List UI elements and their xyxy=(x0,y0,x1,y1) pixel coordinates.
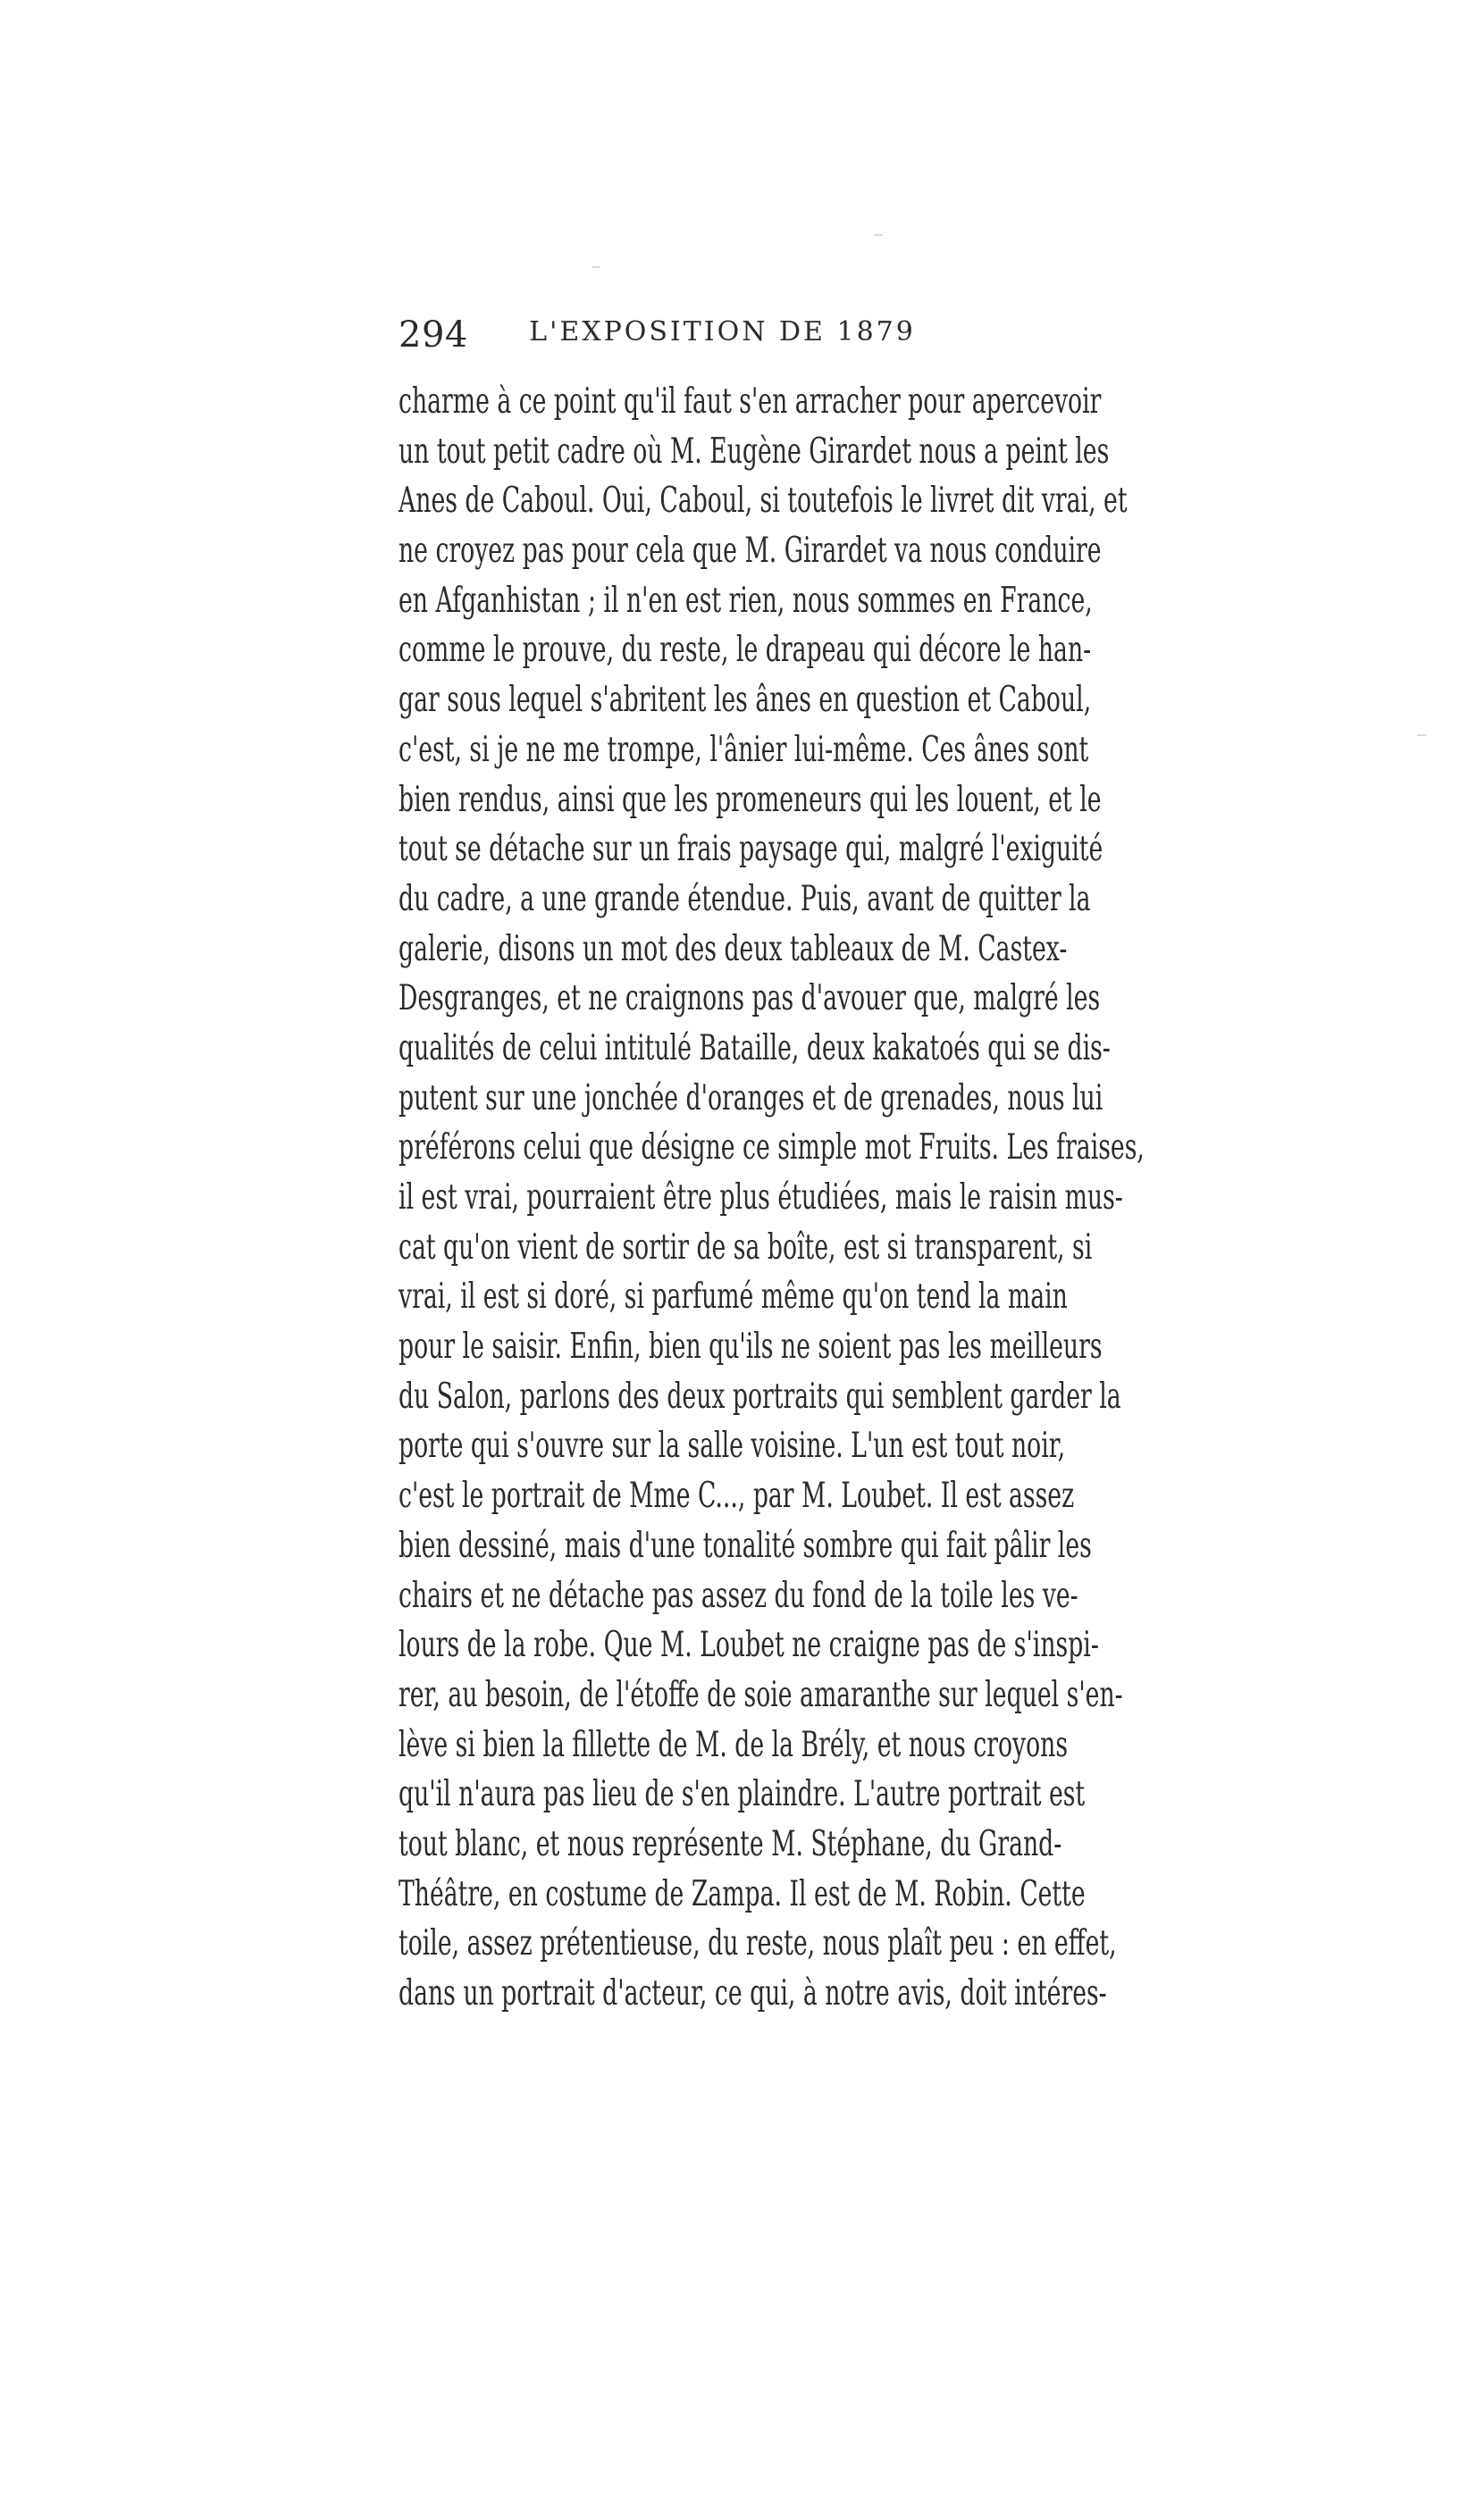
text-line: cat qu'on vient de sortir de sa boîte, est si transparent, si xyxy=(399,1227,1093,1268)
text-line: ne croyez pas pour cela que M. Girardet va nous conduire xyxy=(399,531,1102,572)
text-line: porte qui s'ouvre sur la salle voisine. L'un est tout noir, xyxy=(399,1426,1066,1467)
text-line: rer, au besoin, de l'étoffe de soie amaranthe sur lequel s'en- xyxy=(399,1674,1123,1715)
text-line: gar sous lequel s'abritent les ânes en question et Caboul, xyxy=(399,680,1092,721)
text-line: lours de la robe. Que M. Loubet ne craigne pas de s'inspi- xyxy=(399,1625,1099,1666)
scan-mark xyxy=(874,234,883,236)
running-title: L'EXPOSITION DE 1879 xyxy=(529,316,916,347)
scan-mark xyxy=(1417,734,1426,736)
text-line: tout blanc, et nous représente M. Stéphane, du Grand- xyxy=(399,1823,1062,1864)
text-line: Théâtre, en costume de Zampa. Il est de M. Robin. Cette xyxy=(399,1873,1086,1914)
text-line: Anes de Caboul. Oui, Caboul, si toutefois le livret dit vrai, et xyxy=(399,481,1128,522)
page-header xyxy=(399,314,1046,368)
text-line: pour le saisir. Enfin, bien qu'ils ne soient pas les meilleurs xyxy=(399,1327,1103,1368)
text-line: lève si bien la fillette de M. de la Brély, et nous croyons xyxy=(399,1724,1069,1765)
text-line: chairs et ne détache pas assez du fond de la toile les ve- xyxy=(399,1575,1078,1616)
text-line: en Afganhistan ; il n'en est rien, nous sommes en France, xyxy=(399,580,1093,621)
text-line: putent sur une jonchée d'oranges et de grenades, nous lui xyxy=(399,1077,1103,1118)
text-line: du cadre, a une grande étendue. Puis, avant de quitter la xyxy=(399,878,1091,919)
text-line: un tout petit cadre où M. Eugène Girardet nous a peint les xyxy=(399,431,1110,472)
text-line: vrai, il est si doré, si parfumé même qu'on tend la main xyxy=(399,1277,1068,1318)
text-line: qu'il n'aura pas lieu de s'en plaindre. L'autre portrait est xyxy=(399,1774,1086,1815)
text-line: comme le prouve, du reste, le drapeau qui décore le han- xyxy=(399,630,1092,671)
text-line: qualités de celui intitulé Bataille, deux kakatoés qui se dis- xyxy=(399,1027,1111,1068)
text-line: bien dessiné, mais d'une tonalité sombre qui fait pâlir les xyxy=(399,1525,1092,1566)
text-line: dans un portrait d'acteur, ce qui, à notre avis, doit intéres- xyxy=(399,1973,1107,2013)
text-line: galerie, disons un mot des deux tableaux de M. Castex- xyxy=(399,928,1068,969)
body-text xyxy=(399,377,1145,2092)
text-line: préférons celui que désigne ce simple mot Fruits. Les fraises, xyxy=(399,1127,1145,1168)
text-line: c'est le portrait de Mme C..., par M. Loubet. Il est assez xyxy=(399,1476,1075,1517)
text-line: du Salon, parlons des deux portraits qui semblent garder la xyxy=(399,1376,1121,1417)
scan-mark xyxy=(592,266,600,268)
text-line: Desgranges, et ne craignons pas d'avouer que, malgré les xyxy=(399,978,1101,1019)
page-number: 294 xyxy=(399,314,468,356)
text-line: bien rendus, ainsi que les promeneurs qui les louent, et le xyxy=(399,779,1102,820)
text-line: charme à ce point qu'il faut s'en arracher pour apercevoir xyxy=(399,381,1102,422)
text-line: tout se détache sur un frais paysage qui, malgré l'exiguité xyxy=(399,829,1103,870)
text-line: il est vrai, pourraient être plus étudiées, mais le raisin mus- xyxy=(399,1177,1123,1218)
text-line: c'est, si je ne me trompe, l'ânier lui-même. Ces ânes sont xyxy=(399,729,1089,770)
text-line: toile, assez prétentieuse, du reste, nous plaît peu : en effet, xyxy=(399,1923,1117,1964)
